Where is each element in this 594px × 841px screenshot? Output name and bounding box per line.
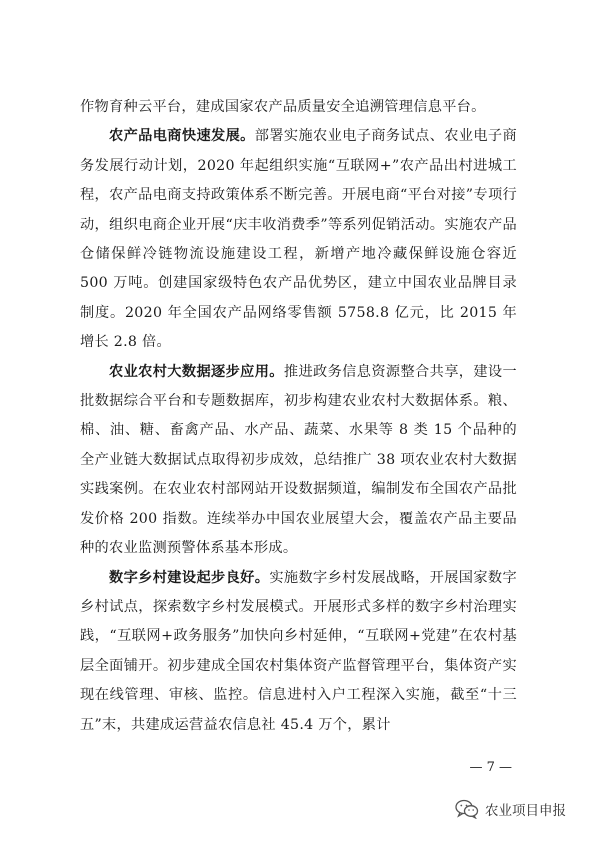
paragraph-digital-village [80, 564, 517, 740]
paragraph-lead: 数字乡村建设起步良好。 [109, 569, 270, 586]
paragraph-big-data [80, 358, 517, 564]
paragraph-body: 实施数字乡村发展战略，开展国家数字乡村试点，探索数字乡村发展模式。开展形式多样的数字乡村治理实践，“互联网+政务服务”加快向乡村延伸，“互联网+党建”在农村基层全面铺开。初步建成全国农村集体资产监督管理平台，集体资产实现在线管理、审核、监控。信息进村入户工程深入实施，截至“十三五”末，共建成运营益农信息社 45.4 万个，累计 [80, 569, 517, 733]
paragraph-lead: 农业农村大数据逐步应用。 [109, 363, 284, 380]
wechat-icon [455, 799, 479, 819]
wechat-watermark [455, 795, 566, 823]
page-number: — 7 — [469, 760, 512, 775]
paragraph-lead: 农产品电商快速发展。 [109, 128, 255, 145]
watermark-label: 农业项目申报 [485, 803, 566, 819]
intro-line: 作物育种云平台，建成国家农产品质量安全追溯管理信息平台。 [80, 99, 486, 115]
paragraph-body: 部署实施农业电子商务试点、农业电子商务发展行动计划，2020 年起组织实施“互联网+”农产品出村进城工程，农产品电商支持政策体系不断完善。开展电商“平台对接”专项行动，组织电商企业开展“庆丰收消费季”等系列促销活动。实施农产品仓储保鲜冷链物流设施建设工程，新增产地冷藏保鲜设施仓容近 500 万吨。创建国家级特色农产品优势区，建立中国农业品牌目录制度。2020 年全国农产品网络零售额 5758.8 亿元，比 2015 年增长 2.8 倍。 [80, 128, 517, 351]
document-body [80, 93, 517, 740]
paragraph-body: 推进政务信息资源整合共享，建设一批数据综合平台和专题数据库，初步构建农业农村大数据体系。粮、棉、油、糖、畜禽产品、水产品、蔬菜、水果等 8 类 15 个品种的全产业链大数据试点取得初步成效，总结推广 38 项农业农村大数据实践案例。在农业农村部网站开设数据频道，编制发布全国农产品批发价格 200 指数。连续举办中国农业展望大会，覆盖农产品主要品种的农业监测预警体系基本形成。 [80, 363, 517, 557]
paragraph-ecommerce [80, 122, 517, 357]
